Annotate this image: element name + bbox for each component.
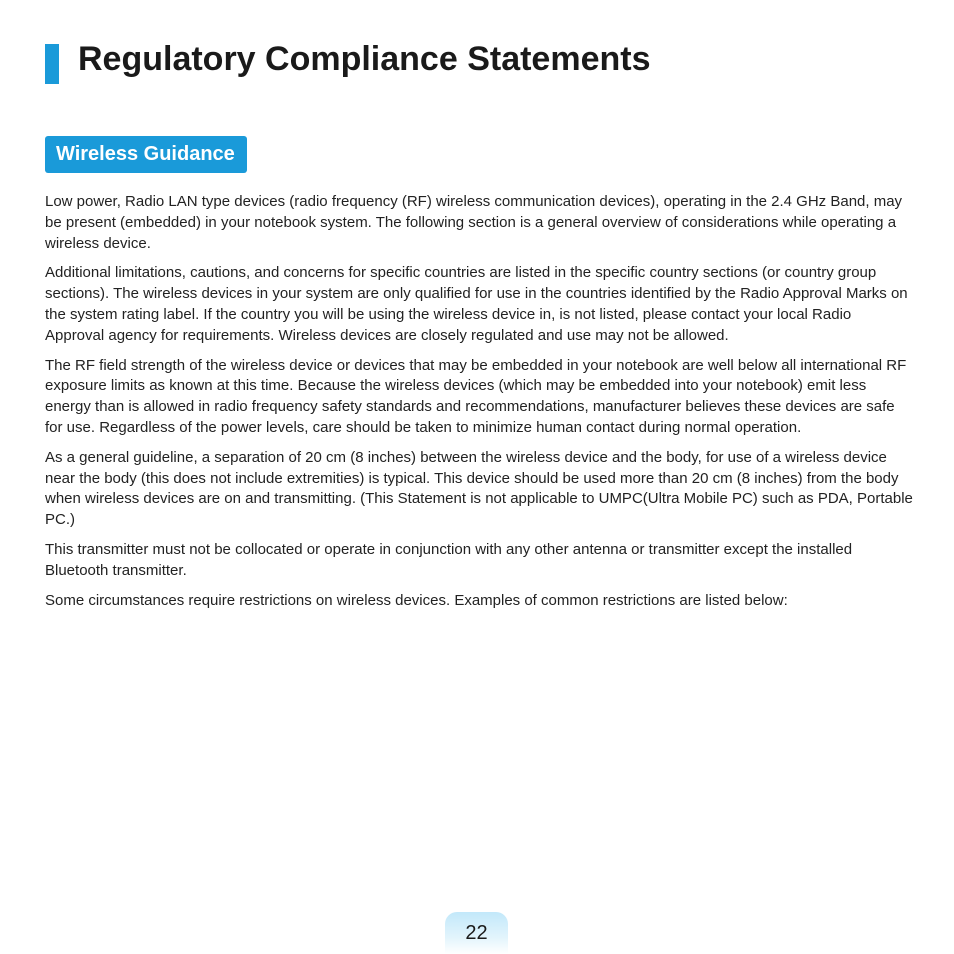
paragraph-6: Some circumstances require restrictions on wireless devices. Examples of common restrictions are listed below:	[45, 591, 788, 609]
title-accent-bar	[45, 44, 59, 84]
page-number: 22	[445, 912, 508, 954]
paragraph-3: The RF field strength of the wireless device or devices that may be embedded in your notebook are well below all international RF exposure limits as known at this time. Because the wireless devices (which may be embedded into your notebook) emit less energy than is allowed in radio frequency safety standards and recommendations, manufacturer believes these devices are safe for use. Regardless of the power levels, care should be taken to minimize human contact during normal operation.	[45, 356, 907, 436]
paragraph-2: Additional limitations, cautions, and concerns for specific countries are listed in the specific country sections (or country group sections). The wireless devices in your system are only qualified for use in the countries identified by the Radio Approval Marks on the system rating label. If the country you will be using the wireless device in, is not listed, please contact your local Radio Approval agency for requirements. Wireless devices are closely regulated and use may not be allowed.	[45, 264, 908, 344]
paragraph-5: This transmitter must not be collocated or operate in conjunction with any other antenna or transmitter except the installed Bluetooth transmitter.	[45, 540, 853, 579]
body-content	[45, 192, 913, 620]
paragraph-1: Low power, Radio LAN type devices (radio frequency (RF) wireless communication devices), operating in the 2.4 GHz Band, may be present (embedded) in your notebook system. The following section is a general overview of considerations while operating a wireless device.	[45, 193, 903, 252]
section-heading-badge: Wireless Guidance	[45, 136, 247, 173]
paragraph-4: As a general guideline, a separation of 20 cm (8 inches) between the wireless device and the body, for use of a wireless device near the body (this does not include extremities) is typical. This device should be used more than 20 cm (8 inches) from the body when wireless devices are on and transmitting. (This Statement is not applicable to UMPC(Ultra Mobile PC) such as PDA, Portable PC.)	[45, 448, 913, 529]
page-title: Regulatory Compliance Statements	[78, 40, 651, 78]
